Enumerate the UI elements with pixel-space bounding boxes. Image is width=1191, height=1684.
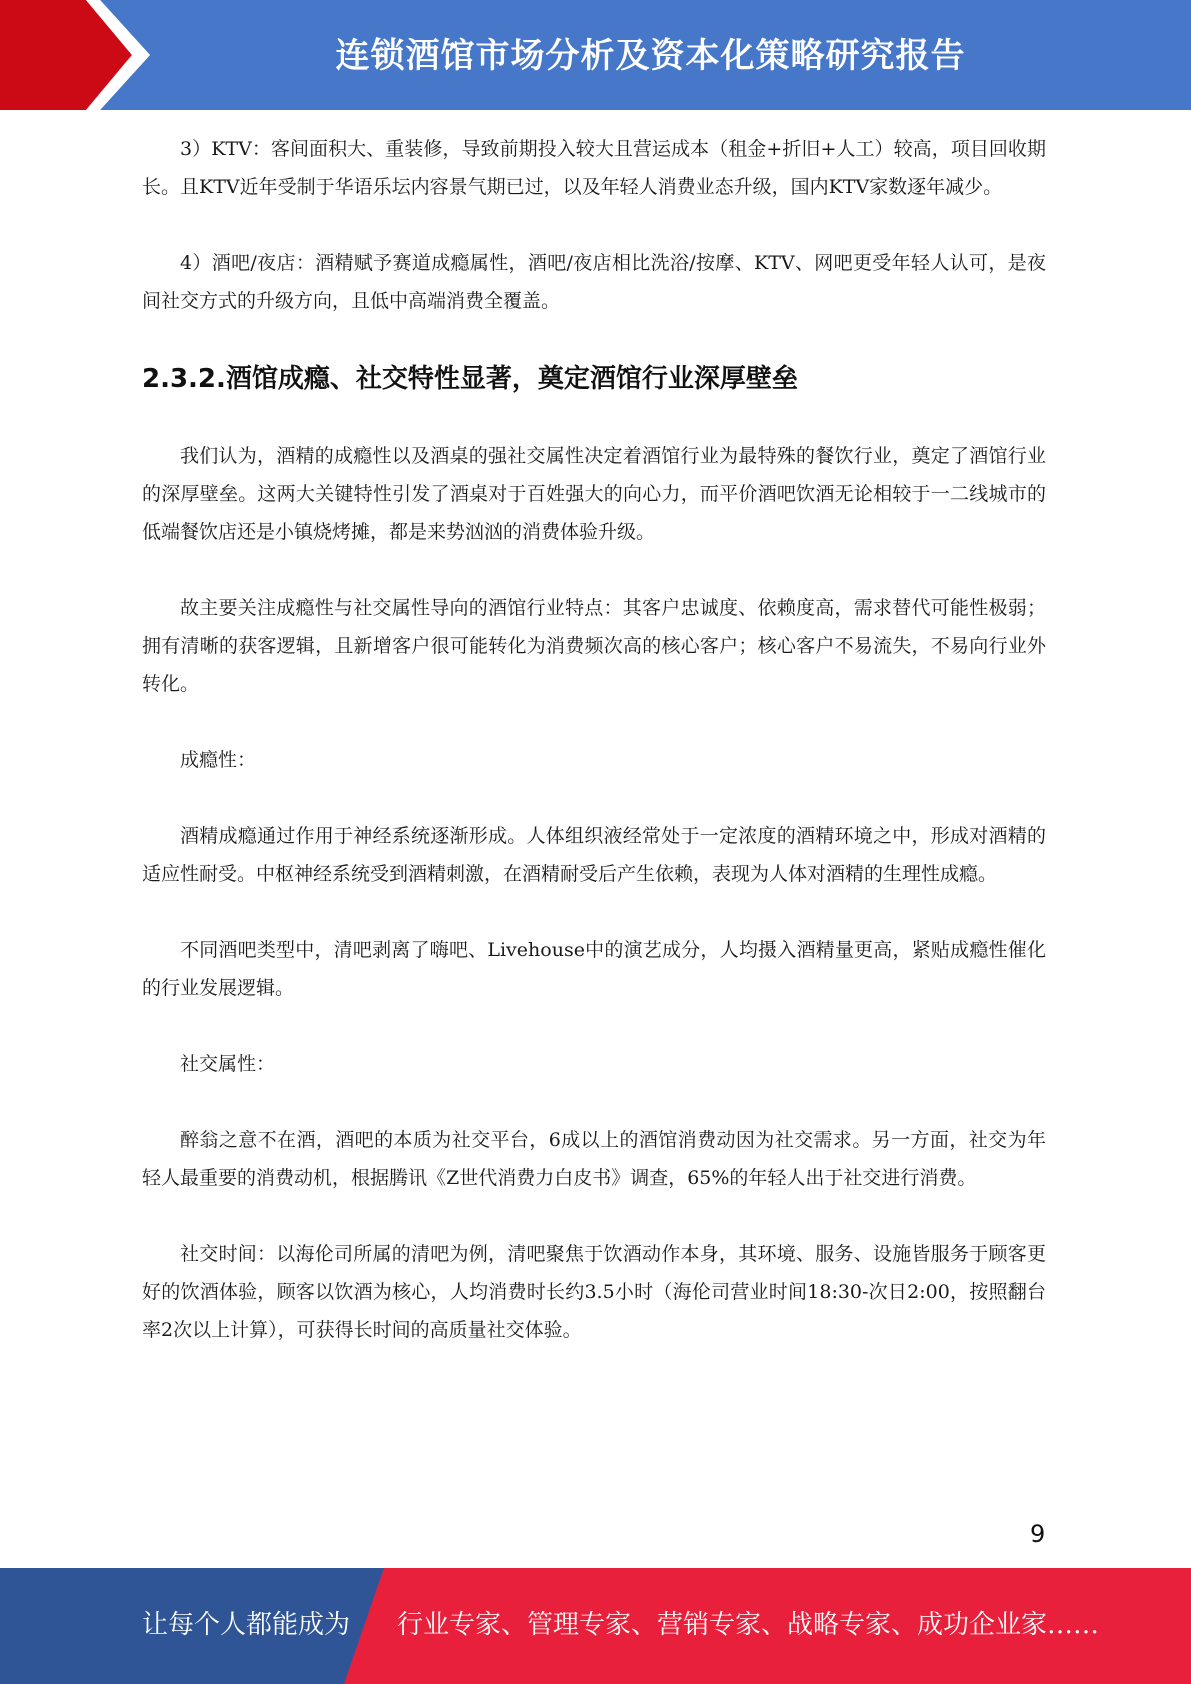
paragraph-bar-types: 不同酒吧类型中，清吧剥离了嗨吧、Livehouse中的演艺成分，人均摄入酒精量更高，紧贴成瘾性催化的行业发展逻辑。 — [142, 939, 1046, 999]
paragraph-social-time: 社交时间：以海伦司所属的清吧为例，清吧聚焦于饮酒动作本身，其环境、服务、设施皆服务于顾客更好的饮酒体验，顾客以饮酒为核心，人均消费时长约3.5小时（海伦司营业时间18:30-次日2:00，按照翻台率2次以上计算），可获得长时间的高质量社交体验。 — [142, 1243, 1046, 1341]
report-title: 连锁酒馆市场分析及资本化策略研究报告 — [335, 36, 966, 76]
header-banner — [0, 0, 1191, 110]
paragraph-intro: 我们认为，酒精的成瘾性以及酒桌的强社交属性决定着酒馆行业为最特殊的餐饮行业，奠定了酒馆行业的深厚壁垒。这两大关键特性引发了酒桌对于百姓强大的向心力，而平价酒吧饮酒无论相较于一二线城市的低端餐饮店还是小镇烧烤摊，都是来势汹汹的消费体验升级。 — [142, 445, 1046, 543]
page-number: 9 — [1030, 1520, 1046, 1548]
footer-slogan-right: 行业专家、管理专家、营销专家、战略专家、成功企业家…… — [397, 1610, 1100, 1640]
paragraph-addiction-label: 成瘾性： — [180, 749, 257, 771]
page-content — [142, 130, 1046, 1387]
paragraph-industry-traits: 故主要关注成瘾性与社交属性导向的酒馆行业特点：其客户忠诚度、依赖度高，需求替代可能性极弱；拥有清晰的获客逻辑，且新增客户很可能转化为消费频次高的核心客户；核心客户不易流失，不易向行业外转化。 — [142, 597, 1046, 695]
footer-banner — [0, 1568, 1191, 1684]
paragraph-social-label: 社交属性： — [180, 1053, 276, 1075]
section-heading: 2.3.2.酒馆成瘾、社交特性显著，奠定酒馆行业深厚壁垒 — [142, 364, 798, 394]
red-chevron-decoration — [0, 0, 150, 110]
paragraph-bar-nightclub: 4）酒吧/夜店：酒精赋予赛道成瘾属性，酒吧/夜店相比洗浴/按摩、KTV、网吧更受年轻人认可，是夜间社交方式的升级方向，且低中高端消费全覆盖。 — [142, 252, 1046, 312]
paragraph-social-attribute: 醉翁之意不在酒，酒吧的本质为社交平台，6成以上的酒馆消费动因为社交需求。另一方面，社交为年轻人最重要的消费动机，根据腾讯《Z世代消费力白皮书》调查，65%的年轻人出于社交进行消费。 — [142, 1129, 1046, 1189]
footer-slogan-left: 让每个人都能成为 — [142, 1610, 351, 1640]
paragraph-addiction-mechanism: 酒精成瘾通过作用于神经系统逐渐形成。人体组织液经常处于一定浓度的酒精环境之中，形成对酒精的适应性耐受。中枢神经系统受到酒精刺激，在酒精耐受后产生依赖，表现为人体对酒精的生理性成瘾。 — [142, 825, 1046, 885]
paragraph-ktv: 3）KTV：客间面积大、重装修，导致前期投入较大且营运成本（租金+折旧+人工）较高，项目回收期长。且KTV近年受制于华语乐坛内容景气期已过，以及年轻人消费业态升级，国内KTV家数逐年减少。 — [142, 138, 1046, 198]
